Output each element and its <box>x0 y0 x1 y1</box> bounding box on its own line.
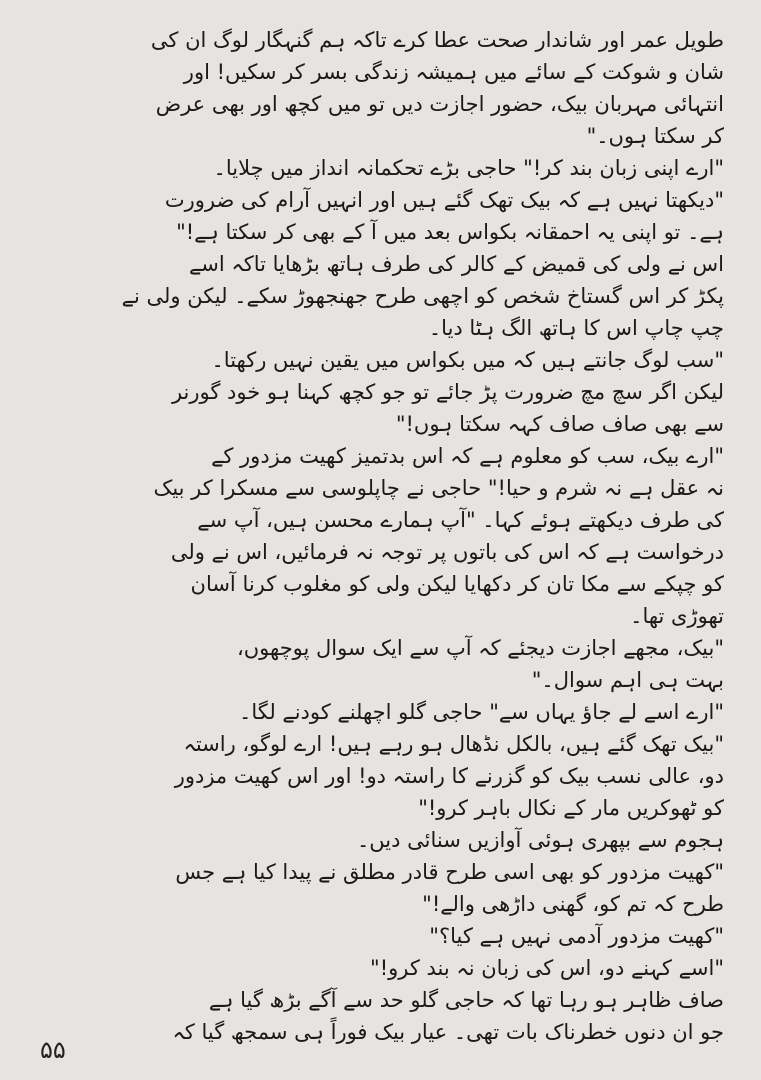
text-line: ہجوم سے بپھری ہوئی آوازیں سنائی دیں۔ <box>357 828 724 852</box>
text-line: چپ چاپ اس کا ہاتھ الگ ہٹا دیا۔ <box>428 316 724 340</box>
text-line: "ارے اسے لے جاؤ یہاں سے" حاجی گلو اچھلنے کودنے لگا۔ <box>239 700 724 724</box>
text-line: تھوڑی تھا۔ <box>630 604 724 628</box>
text-line: "سب لوگ جانتے ہیں کہ میں بکواس میں یقین نہیں رکھتا۔ <box>211 348 724 372</box>
text-line: "ارے بیک، سب کو معلوم ہے کہ اس بدتمیز کھیت مزدور کے <box>211 444 724 468</box>
text-line: "دیکھتا نہیں ہے کہ بیک تھک گئے ہیں اور انہیں آرام کی ضرورت <box>164 188 724 212</box>
text-line: لیکن اگر سچ مچ ضرورت پڑ جائے تو جو کچھ کہنا ہو خود گورنر <box>171 380 724 404</box>
text-line: بہت ہی اہم سوال۔" <box>531 668 724 692</box>
text-line: درخواست ہے کہ اس کی باتوں پر توجہ نہ فرمائیں، اس نے ولی <box>170 540 724 564</box>
text-line: "کھیت مزدور آدمی نہیں ہے کیا؟" <box>429 924 724 948</box>
text-line: "کھیت مزدور کو بھی اسی طرح قادر مطلق نے پیدا کیا ہے جس <box>175 860 724 884</box>
text-line: پکڑ کر اس گستاخ شخص کو اچھی طرح جھنجھوڑ سکے۔ لیکن ولی نے <box>121 284 724 308</box>
text-line: کر سکتا ہوں۔" <box>586 124 724 148</box>
text-line: شان و شوکت کے سائے میں ہمیشہ زندگی بسر کر سکیں! اور <box>183 60 724 84</box>
text-line: صاف ظاہر ہو رہا تھا کہ حاجی گلو حد سے آگے بڑھ گیا ہے <box>208 988 724 1012</box>
text-line: دو، عالی نسب بیک کو گزرنے کا راستہ دو! اور اس کھیت مزدور <box>174 764 724 788</box>
text-line: کی طرف دیکھتے ہوئے کہا۔ "آپ ہمارے محسن ہیں، آپ سے <box>197 508 724 532</box>
text-line: "ارے اپنی زبان بند کر!" حاجی بڑے تحکمانہ انداز میں چلایا۔ <box>213 156 724 180</box>
text-line: نہ عقل ہے نہ شرم و حیا!" حاجی نے چاپلوسی سے مسکرا کر بیک <box>153 476 724 500</box>
text-line: طویل عمر اور شاندار صحت عطا کرے تاکہ ہم گنہگار لوگ ان کی <box>150 28 724 52</box>
body-text <box>38 24 724 1048</box>
text-line: اس نے ولی کی قمیض کے کالر کی طرف ہاتھ بڑھایا تاکہ اسے <box>188 252 724 276</box>
text-line: سے بھی صاف صاف کہہ سکتا ہوں!" <box>395 412 724 436</box>
text-line: "بیک تھک گئے ہیں، بالکل نڈھال ہو رہے ہیں! ارے لوگو، راستہ <box>183 732 724 756</box>
text-line: "اسے کہنے دو، اس کی زبان نہ بند کرو!" <box>370 956 724 980</box>
text-line: کو چپکے سے مکا تان کر دکھایا لیکن ولی کو مغلوب کرنا آسان <box>190 572 724 596</box>
page-number: ۵۵ <box>40 1036 66 1064</box>
text-line: طرح کہ تم کو، گھنی داڑھی والے!" <box>422 892 724 916</box>
text-line: جو ان دنوں خطرناک بات تھی۔ عیار بیک فوراً ہی سمجھ گیا کہ <box>172 1020 724 1044</box>
text-line: انتہائی مہربان بیک، حضور اجازت دیں تو میں کچھ اور بھی عرض <box>155 92 724 116</box>
text-line: کو ٹھوکریں مار کے نکال باہر کرو!" <box>418 796 724 820</box>
text-line: "بیک، مجھے اجازت دیجئے کہ آپ سے ایک سوال پوچھوں، <box>236 636 724 660</box>
text-line: ہے۔ تو اپنی یہ احمقانہ بکواس بعد میں آ کے بھی کر سکتا ہے!" <box>176 220 724 244</box>
